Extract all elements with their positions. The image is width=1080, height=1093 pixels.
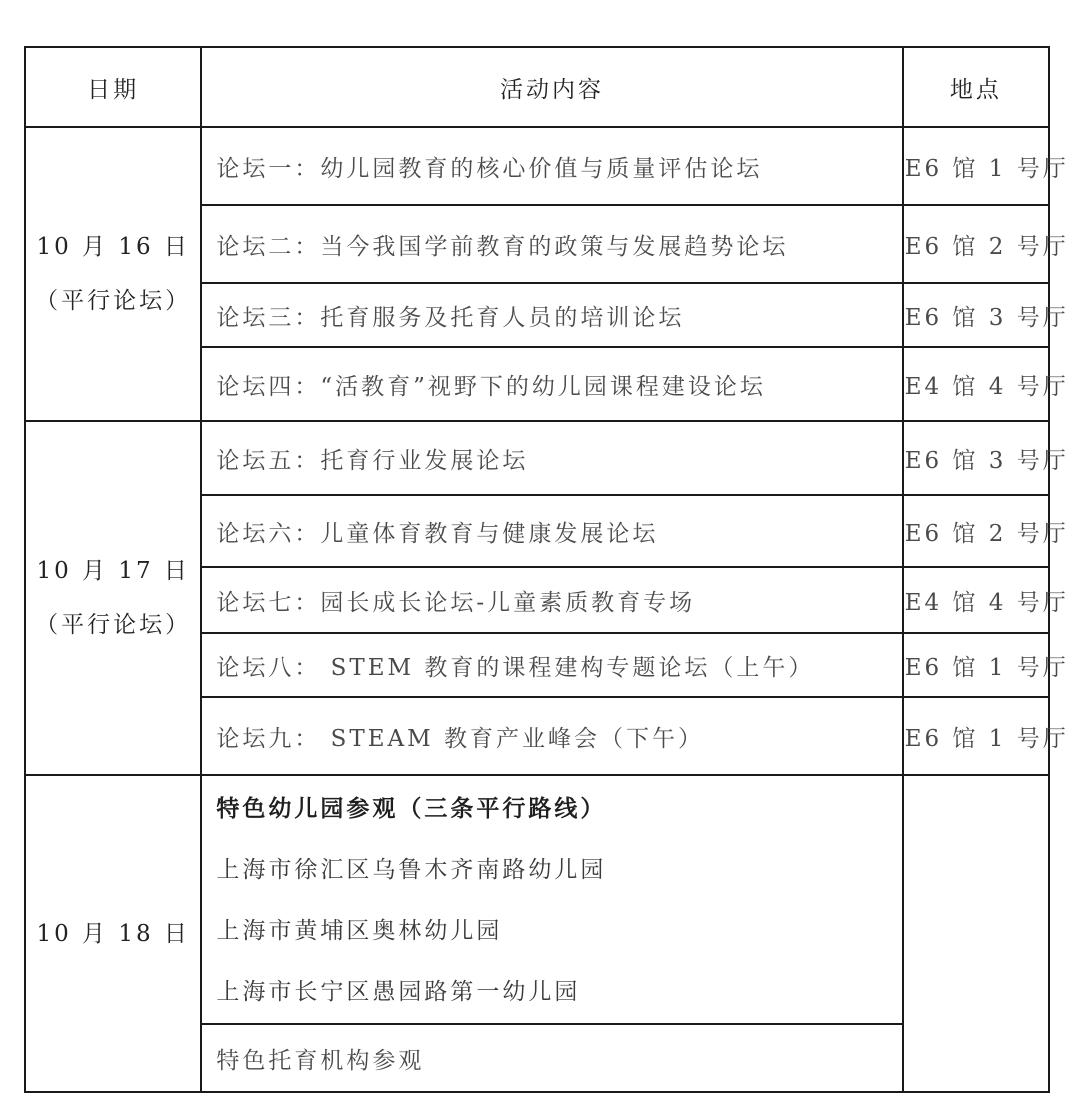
date-label: 10 月 18 日: [36, 920, 190, 947]
forum-venue: E4 馆 4 号厅: [903, 567, 1049, 633]
schedule-table: [24, 46, 1069, 1093]
forum-title: 论坛四：“活教育”视野下的幼儿园课程建设论坛: [201, 347, 902, 421]
visit-item: 上海市徐汇区乌鲁木齐南路幼儿园: [216, 857, 607, 883]
visit-group-cell: [201, 775, 902, 1024]
forum-venue: E6 馆 3 号厅: [903, 283, 1049, 347]
forum-title: 论坛五：托育行业发展论坛: [201, 421, 902, 495]
forum-venue: E6 馆 1 号厅: [903, 697, 1049, 775]
forum-title: 论坛六：儿童体育教育与健康发展论坛: [201, 495, 902, 567]
forum-venue: E6 馆 1 号厅: [903, 127, 1049, 205]
visit-title: 特色幼儿园参观（三条平行路线）: [216, 795, 607, 822]
table-row: [25, 127, 1049, 205]
date-cell-oct17: [25, 421, 201, 775]
forum-title: 论坛八： STEM 教育的课程建构专题论坛（上午）: [201, 633, 902, 697]
venue-empty-cell: [903, 775, 1049, 1092]
forum-title: 论坛九： STEAM 教育产业峰会（下午）: [201, 697, 902, 775]
date-label: 10 月 16 日: [36, 234, 190, 260]
table-header-row: [25, 47, 1049, 127]
date-cell-oct16: [25, 127, 201, 421]
forum-title: 论坛二：当今我国学前教育的政策与发展趋势论坛: [201, 205, 902, 283]
date-label: 10 月 17 日: [36, 558, 190, 584]
date-cell-oct18: [25, 775, 201, 1092]
forum-title: 论坛三：托育服务及托育人员的培训论坛: [201, 283, 902, 347]
forum-venue: E6 馆 1 号厅: [903, 633, 1049, 697]
table-row: [25, 775, 1049, 1024]
forum-venue: E6 馆 2 号厅: [903, 205, 1049, 283]
table-row: [25, 421, 1049, 495]
forum-title: 论坛一：幼儿园教育的核心价值与质量评估论坛: [201, 127, 902, 205]
visit-extra: 特色托育机构参观: [201, 1024, 902, 1092]
header-venue: 地点: [903, 47, 1049, 127]
header-content: 活动内容: [201, 47, 902, 127]
visit-item: 上海市黄埔区奥林幼儿园: [216, 918, 503, 944]
forum-venue: E6 馆 2 号厅: [903, 495, 1049, 567]
header-date: 日期: [25, 47, 201, 127]
date-sublabel: （平行论坛）: [35, 288, 192, 314]
visit-item: 上海市长宁区愚园路第一幼儿园: [216, 979, 581, 1005]
forum-venue: E6 馆 3 号厅: [903, 421, 1049, 495]
forum-title: 论坛七：园长成长论坛-儿童素质教育专场: [201, 567, 902, 633]
forum-venue: E4 馆 4 号厅: [903, 347, 1049, 421]
date-sublabel: （平行论坛）: [35, 612, 192, 638]
